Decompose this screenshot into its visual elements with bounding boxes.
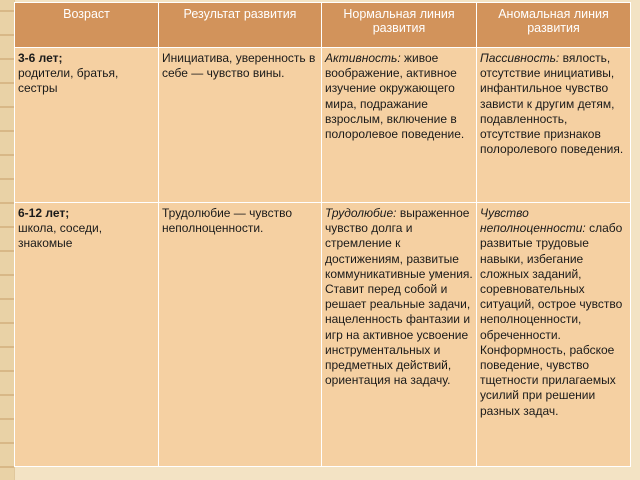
anomalous-line-cell: [477, 48, 631, 203]
age-range: 3-6 лет;: [18, 51, 63, 65]
header-age: Возраст: [15, 3, 159, 48]
header-normal-line: Нормальная линия развития: [322, 3, 477, 48]
result-cell: Инициатива, уверенность в себе — чувство вины.: [159, 48, 322, 203]
age-cell: [15, 203, 159, 467]
anomalous-term: Чувство неполноценности:: [480, 206, 586, 236]
normal-text: выраженное чувство долга и стремление к достижениям, развитые коммуникативные умения. Ставит перед собой и решает реальные задачи, нацеленность фантазии и игр на активное усвоение инструментальных и предметных действий, ориентация на задачу.: [325, 206, 473, 388]
anomalous-term: Пассивность:: [480, 51, 560, 65]
development-stages-table: [14, 2, 631, 467]
table-row: [15, 48, 631, 203]
normal-term: Трудолюбие:: [325, 206, 397, 220]
anomalous-line-cell: [477, 203, 631, 467]
normal-line-cell: [322, 203, 477, 467]
anomalous-text: вялость, отсутствие инициативы, инфантильное чувство зависти к другим детям, подавленность, отсутствие признаков полоролевого поведения.: [480, 51, 624, 157]
normal-line-cell: [322, 48, 477, 203]
normal-text: живое воображение, активное изучение окружающего мира, подражание взрослым, включение в полоролевое поведение.: [325, 51, 465, 142]
anomalous-text: слабо развитые трудовые навыки, избегание сложных заданий, соревновательных ситуаций, острое чувство неполноценности, обреченности. Конформность, рабское поведение, чувство тщетности прилагаемых усилий при решении разных задач.: [480, 221, 623, 418]
result-cell: Трудолюбие — чувство неполноценности.: [159, 203, 322, 467]
age-people: родители, братья, сестры: [18, 66, 119, 96]
header-result: Результат развития: [159, 3, 322, 48]
age-range: 6-12 лет;: [18, 206, 70, 220]
table-header-row: [15, 3, 631, 48]
header-anomalous-line: Аномальная линия развития: [477, 3, 631, 48]
decorative-stitched-border: [0, 0, 15, 480]
age-cell: [15, 48, 159, 203]
table-row: [15, 203, 631, 467]
normal-term: Активность:: [325, 51, 401, 65]
age-people: школа, соседи, знакомые: [18, 221, 103, 251]
